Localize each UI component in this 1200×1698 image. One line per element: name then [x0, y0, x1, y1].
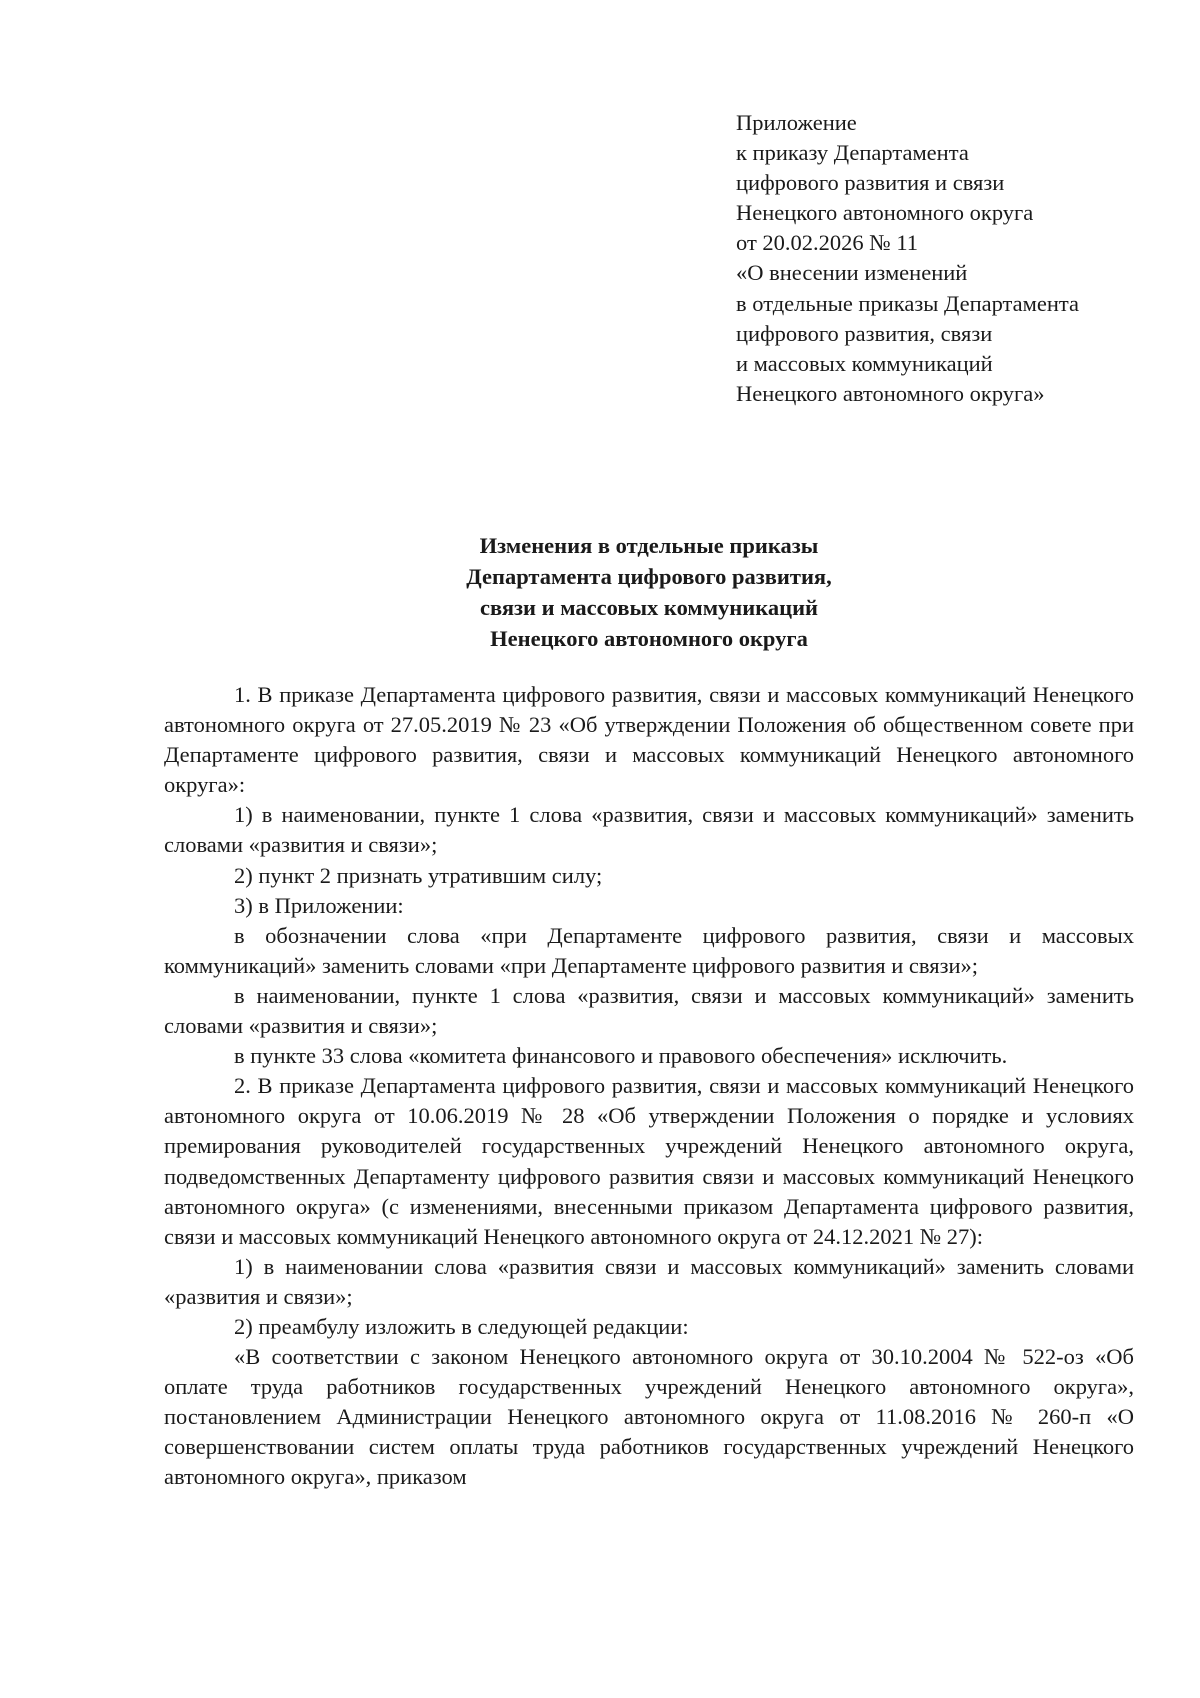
paragraph: 2) преамбулу изложить в следующей редакции:	[234, 1313, 689, 1339]
paragraph: 2) пункт 2 признать утратившим силу;	[234, 862, 603, 888]
paragraph: 1) в наименовании слова «развития связи и массовых коммуникаций» заменить словами «развития и связи»;	[164, 1253, 1134, 1309]
paragraph: 1) в наименовании, пункте 1 слова «развития, связи и массовых коммуникаций» заменить словами «развития и связи»;	[164, 802, 1134, 858]
title-line: связи и массовых коммуникаций	[480, 595, 818, 620]
document-body	[164, 680, 1134, 1493]
paragraph: в обозначении слова «при Департаменте цифрового развития, связи и массовых коммуникаций» заменить словами «при Департаменте цифрового развития и связи»;	[164, 922, 1134, 978]
appendix-line: от 20.02.2026 № 11	[736, 230, 919, 256]
appendix-header	[736, 108, 1176, 409]
appendix-line: к приказу Департамента	[736, 140, 969, 166]
title-line: Департамента цифрового развития,	[466, 564, 832, 589]
appendix-line: Ненецкого автономного округа»	[736, 380, 1045, 406]
appendix-line: Приложение	[736, 110, 857, 135]
appendix-line: «О внесении изменений	[736, 260, 968, 286]
paragraph: 1. В приказе Департамента цифрового развития, связи и массовых коммуникаций Ненецкого автономного округа от 27.05.2019 № 23 «Об утверждении Положения об общественном совете при Департаменте цифрового развития, связи и массовых коммуникаций Ненецкого автономного округа»:	[164, 682, 1134, 798]
appendix-line: и массовых коммуникаций	[736, 350, 993, 376]
appendix-line: в отдельные приказы Департамента	[736, 290, 1080, 316]
paragraph: 3) в Приложении:	[234, 892, 404, 918]
title-line: Изменения в отдельные приказы	[479, 533, 819, 558]
document-title	[164, 530, 1134, 654]
appendix-line: цифрового развития и связи	[736, 170, 1005, 196]
appendix-line: Ненецкого автономного округа	[736, 200, 1034, 226]
title-line: Ненецкого автономного округа	[490, 626, 808, 651]
paragraph: в наименовании, пункте 1 слова «развития, связи и массовых коммуникаций» заменить словами «развития и связи»;	[164, 982, 1134, 1039]
appendix-line: цифрового развития, связи	[736, 320, 993, 346]
paragraph: «В соответствии с законом Ненецкого автономного округа от 30.10.2004 № 522-оз «Об оплате труда работников государственных учреждений Ненецкого автономного округа», постановлением Администрации Ненецкого автономного округа от 11.08.2016 № 260-п «О совершенствовании систем оплаты труда работников государственных учреждений Ненецкого автономного округа», приказом	[164, 1344, 1134, 1490]
paragraph: в пункте 33 слова «комитета финансового и правового обеспечения» исключить.	[234, 1043, 1008, 1069]
paragraph: 2. В приказе Департамента цифрового развития, связи и массовых коммуникаций Ненецкого автономного округа от 10.06.2019 № 28 «Об утверждении Положения о порядке и условиях премирования руководителей государственных учреждений Ненецкого автономного округа, подведомственных Департаменту цифрового развития связи и массовых коммуникаций Ненецкого автономного округа» (с изменениями, внесенными приказом Департамента цифрового развития, связи и массовых коммуникаций Ненецкого автономного округа от 24.12.2021 № 27):	[164, 1073, 1134, 1249]
